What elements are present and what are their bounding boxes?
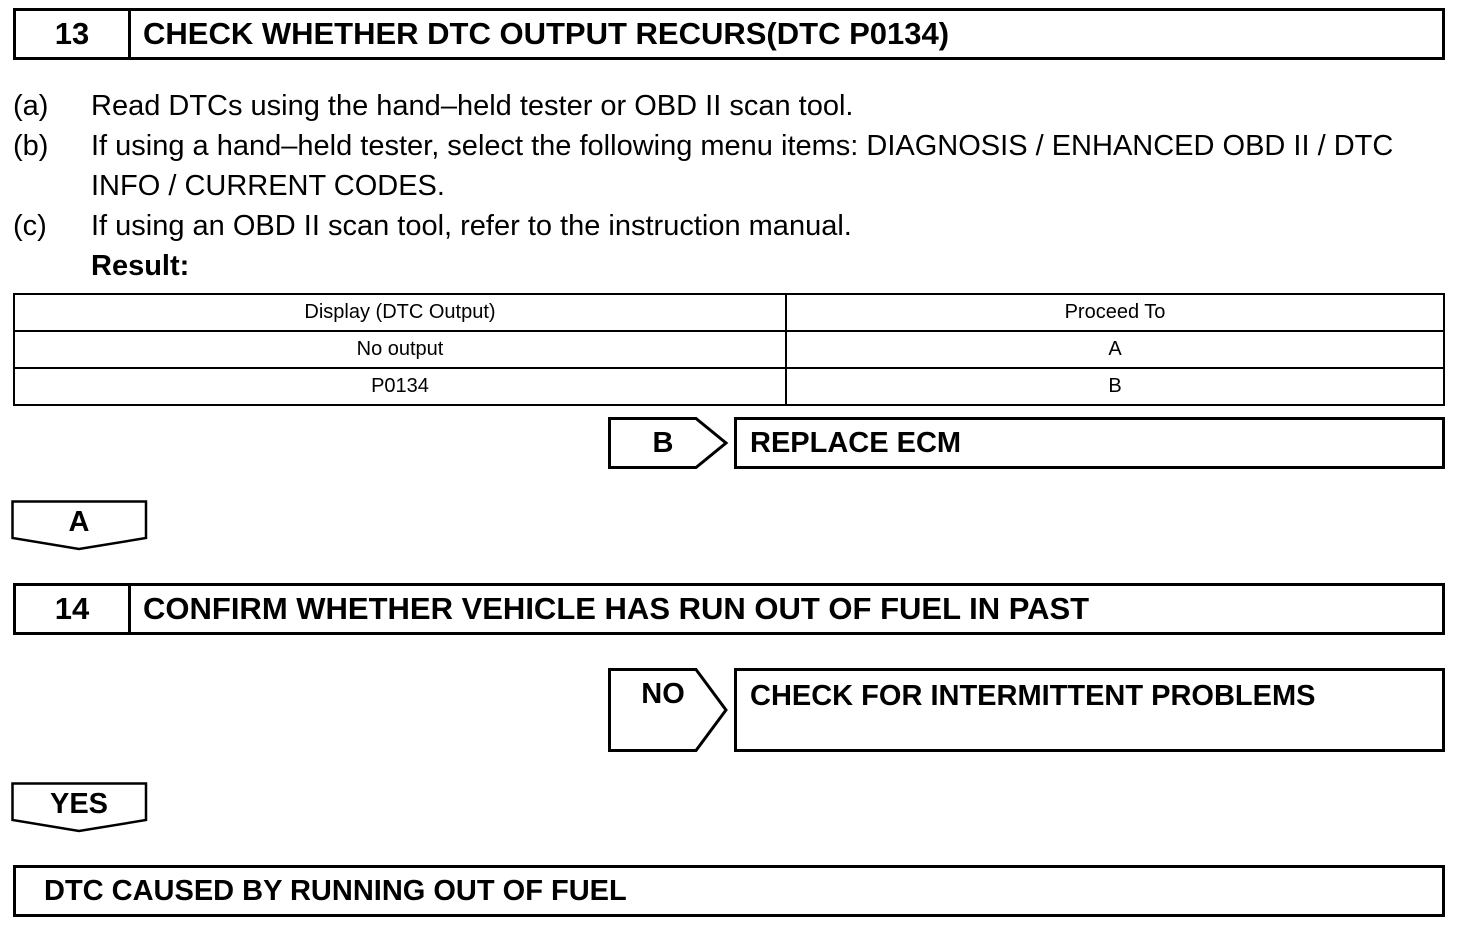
instruction-label: (a) bbox=[13, 90, 49, 122]
instruction-text: If using a hand–held tester, select the following menu items: DIAGNOSIS / ENHANCED OBD II / DTC bbox=[91, 130, 1394, 162]
instruction-label: (b) bbox=[13, 130, 49, 162]
step-13-header bbox=[13, 8, 1445, 60]
branch-label: A bbox=[68, 505, 90, 538]
table-row bbox=[14, 368, 1444, 405]
table-cell: P0134 bbox=[14, 368, 786, 405]
table-cell: A bbox=[786, 331, 1444, 368]
step-number: 14 bbox=[16, 586, 131, 632]
step-14-header bbox=[13, 583, 1445, 635]
step-number: 13 bbox=[16, 11, 131, 57]
table-cell: B bbox=[786, 368, 1444, 405]
intermittent-problems-box: CHECK FOR INTERMITTENT PROBLEMS bbox=[734, 668, 1445, 752]
table-row bbox=[14, 331, 1444, 368]
table-cell: No output bbox=[14, 331, 786, 368]
branch-label: NO bbox=[641, 677, 685, 710]
table-header: Display (DTC Output) bbox=[14, 294, 786, 331]
branch-a-tab bbox=[11, 500, 151, 552]
instruction-text: Read DTCs using the hand–held tester or OBD II scan tool. bbox=[91, 90, 854, 122]
branch-yes-tab bbox=[11, 782, 151, 834]
instruction-text: INFO / CURRENT CODES. bbox=[91, 170, 445, 202]
table-header: Proceed To bbox=[786, 294, 1444, 331]
branch-label: B bbox=[652, 426, 674, 459]
instruction-label: (c) bbox=[13, 210, 47, 242]
step-title: CONFIRM WHETHER VEHICLE HAS RUN OUT OF FUEL IN PAST bbox=[143, 591, 1090, 626]
branch-b-arrow bbox=[608, 417, 730, 469]
instruction-text: If using an OBD II scan tool, refer to the instruction manual. bbox=[91, 210, 852, 242]
branch-label: YES bbox=[49, 787, 109, 820]
table-header-row bbox=[14, 294, 1444, 331]
step-title: CHECK WHETHER DTC OUTPUT RECURS(DTC P0134) bbox=[143, 16, 950, 51]
result-label: Result: bbox=[91, 250, 190, 282]
conclusion-box: DTC CAUSED BY RUNNING OUT OF FUEL bbox=[13, 865, 1445, 917]
result-table bbox=[13, 293, 1445, 406]
branch-no-arrow bbox=[608, 668, 730, 752]
replace-ecm-box: REPLACE ECM bbox=[734, 417, 1445, 469]
